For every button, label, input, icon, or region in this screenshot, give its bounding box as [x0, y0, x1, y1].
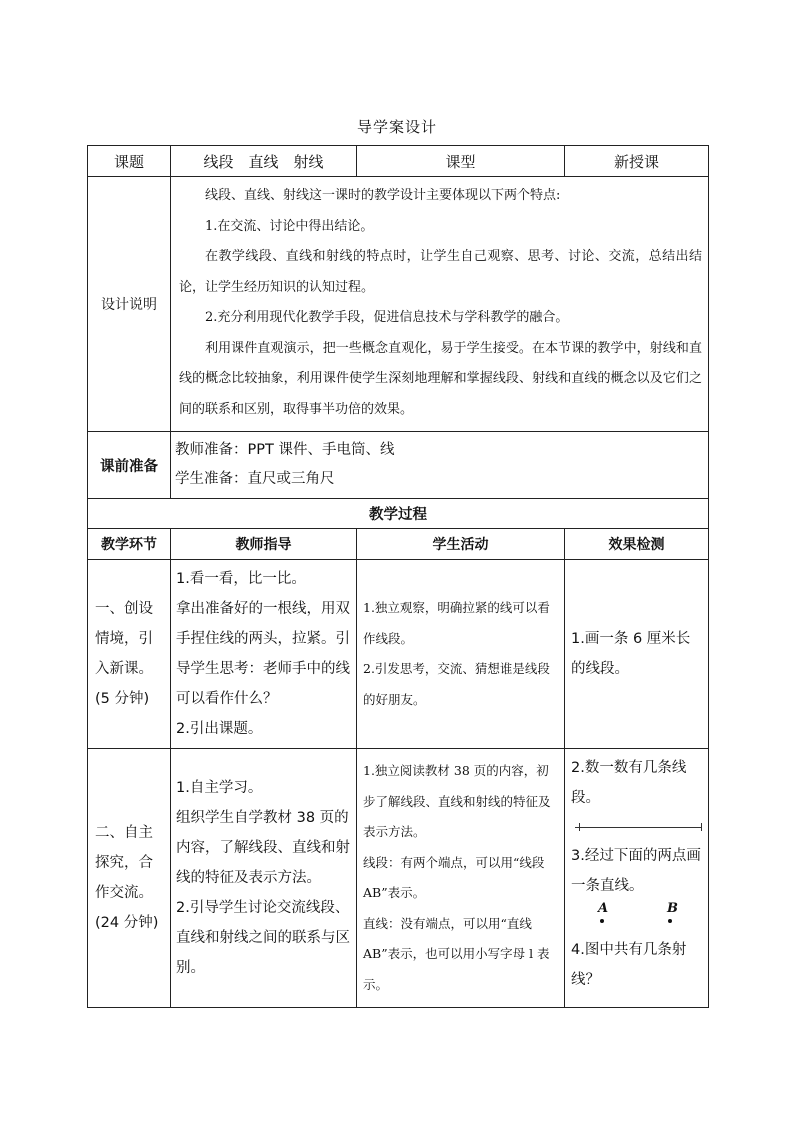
topic-label: 课题: [88, 146, 171, 177]
prep-teacher: 教师准备：PPT 课件、手电筒、线: [175, 442, 395, 458]
stage2-check-1: 2.数一数有几条线段。: [571, 760, 687, 806]
segments-figure: [571, 813, 704, 841]
header-student: 学生活动: [357, 529, 565, 560]
process-title-row: [88, 499, 709, 529]
stage2-teacher-3: 2.引导学生讨论交流线段、直线和射线之间的联系与区别。: [176, 900, 350, 976]
point-a-label: A: [598, 901, 609, 916]
stage1-check: 1.画一条 6 厘米长的线段。: [571, 631, 691, 677]
design-row: [88, 177, 709, 432]
stage1-name: 一、创设情境，引入新课。(5 分钟): [95, 601, 153, 707]
stage1-teacher-3: 2.引出课题。: [176, 721, 263, 737]
two-points-figure: [571, 901, 704, 935]
design-line-4: 2.充分利用现代化教学手段，促进信息技术与学科教学的融合。: [205, 310, 569, 325]
segments-line: [575, 827, 702, 828]
design-line-3: 在教学线段、直线和射线的特点时，让学生自己观察、思考、讨论、交流，总结出结论，让学生经历知识的认知过程。: [179, 249, 702, 295]
stage2-teacher-2: 组织学生自学教材 38 页的内容，了解线段、直线和射线的特征及表示方法。: [176, 810, 350, 886]
segment-tick-2: [701, 823, 702, 831]
stage1-check-cell: [565, 560, 709, 749]
stage2-check-3: 4.图中共有几条射线？: [571, 942, 687, 988]
stage1-teacher-1: 1.看一看，比一比。: [176, 571, 306, 587]
document-title: 导学案设计: [356, 118, 437, 136]
design-line-2: 1.在交流、讨论中得出结论。: [205, 218, 374, 234]
prep-content: [171, 432, 709, 499]
stage1-student-cell: [357, 560, 565, 749]
topic-row: [88, 146, 709, 177]
point-a-dot: [600, 919, 604, 923]
stage1-teacher-2: 拿出准备好的一根线，用双手捏住线的两头，拉紧。引导学生思考：老师手中的线可以看作什么？: [176, 601, 350, 707]
process-title: 教学过程: [88, 499, 709, 529]
lesson-plan-table: [87, 145, 709, 1008]
stage1-teacher-cell: [171, 560, 357, 749]
process-header-row: [88, 529, 709, 560]
stage2-student-3: 直线：没有端点，可以用“直线 AB”表示，也可以用小写字母 l 表示。: [363, 915, 550, 992]
header-check: 效果检测: [565, 529, 709, 560]
design-line-1: 线段、直线、射线这一课时的教学设计主要体现以下两个特点:: [205, 188, 561, 203]
prep-label: 课前准备: [88, 432, 171, 499]
point-b-label: B: [667, 901, 678, 916]
point-b-dot: [668, 919, 672, 923]
stage2-check-2: 3.经过下面的两点画一条直线。: [571, 848, 701, 894]
stage2-check-cell: [565, 749, 709, 1008]
lesson-type-label: 课型: [357, 146, 565, 177]
design-line-5: 利用课件直观演示，把一些概念直观化，易于学生接受。在本节课的教学中，射线和直线的概念比较抽象，利用课件使学生深刻地理解和掌握线段、射线和直线的概念以及它们之间的联系和区别，取得事半功倍的效果。: [179, 340, 702, 417]
stage2-student-1: 1.独立阅读教材 38 页的内容，初步了解线段、直线和射线的特征及表示方法。: [363, 763, 551, 839]
prep-student: 学生准备：直尺或三角尺: [175, 471, 335, 487]
segment-tick-1: [579, 823, 580, 831]
stage2-teacher-1: 1.自主学习。: [176, 780, 263, 796]
topic-value: 线段 直线 射线: [171, 146, 357, 177]
lesson-type-value: 新授课: [565, 146, 709, 177]
stage2-teacher-cell: [171, 749, 357, 1008]
stage1-row: [88, 560, 709, 749]
header-stage: 教学环节: [88, 529, 171, 560]
stage2-student-2: 线段：有两个端点，可以用“线段 AB”表示。: [363, 854, 545, 900]
stage1-name-cell: [88, 560, 171, 749]
stage2-row: [88, 749, 709, 1008]
design-content: [171, 177, 709, 432]
design-label: 设计说明: [88, 177, 171, 432]
stage2-name: 二、自主探究，合作交流。(24 分钟): [95, 825, 159, 931]
prep-row: [88, 432, 709, 499]
stage2-name-cell: [88, 749, 171, 1008]
stage1-student-2: 2.引发思考，交流、猜想谁是线段的好朋友。: [363, 661, 550, 707]
header-teacher: 教师指导: [171, 529, 357, 560]
stage2-student-cell: [357, 749, 565, 1008]
stage1-student-1: 1.独立观察，明确拉紧的线可以看作线段。: [363, 600, 550, 646]
